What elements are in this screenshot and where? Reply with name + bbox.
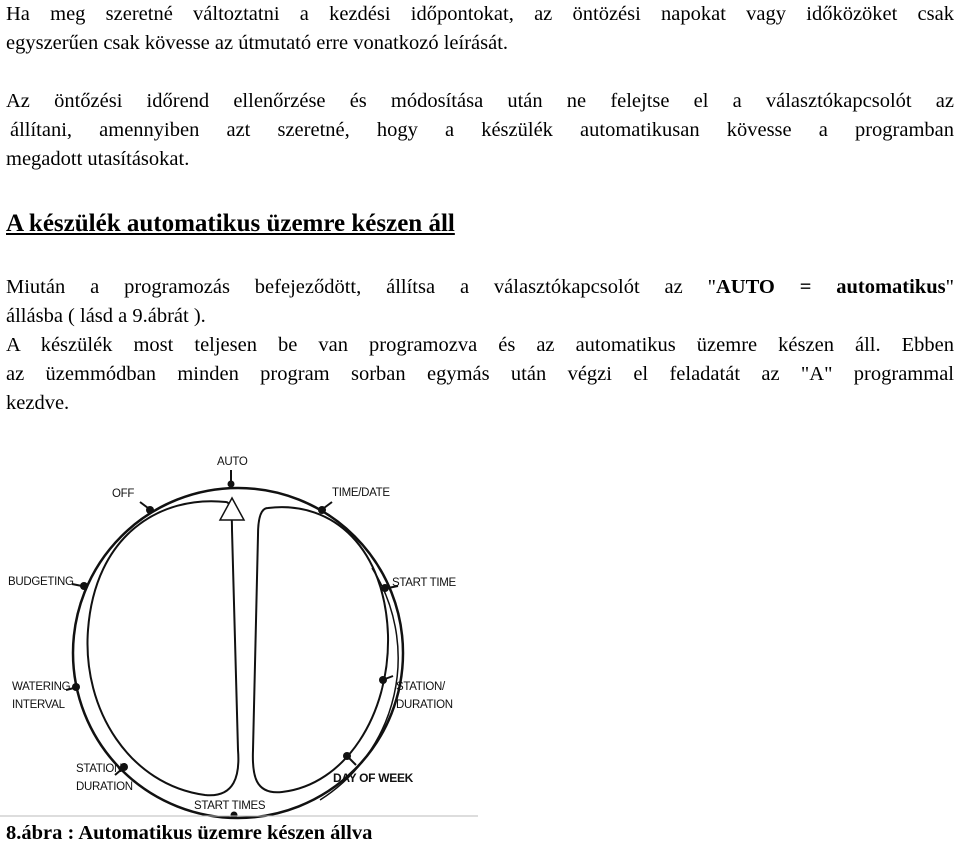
label-watering-interval-2: INTERVAL	[12, 699, 65, 711]
section-heading: A készülék automatikus üzemre készen áll	[6, 210, 455, 237]
body-line-3: A készülék most teljesen be van programozva és az automatikus üzemre készen áll. Ebben	[6, 334, 954, 356]
label-station-duration-left-1: STATION/	[76, 763, 125, 775]
label-start-time: START TIME	[392, 577, 456, 589]
body-line-1	[6, 273, 954, 302]
check-line-3: megadott utasításokat.	[6, 148, 190, 170]
intro-paragraph	[6, 0, 954, 58]
label-start-times: START TIMES	[194, 800, 266, 812]
tick-start-times	[231, 812, 238, 819]
intro-line-2: egyszerűen csak kövesse az útmutató erre vonatkozó leírását.	[6, 32, 509, 54]
body-line-1-close: "	[945, 276, 954, 298]
label-off: OFF	[112, 488, 135, 500]
tick-start-time	[381, 584, 389, 592]
body-line-2: állásba ( lásd a 9.ábrát ).	[6, 305, 206, 327]
body-line-4: az üzemmódban minden program sorban egymás után végzi el feladatát az "A" programmal	[6, 363, 954, 385]
check-line-1: Az öntőzési időrend ellenőrzése és módosítása után ne felejtse el a választókapcsolót az	[6, 90, 954, 112]
figure-caption: 8.ábra : Automatikus üzemre készen állva	[6, 822, 373, 844]
body-line-5: kezdve.	[6, 392, 70, 414]
label-auto: AUTO	[217, 456, 248, 468]
label-station-duration-left-2: DURATION	[76, 781, 133, 793]
check-paragraph	[6, 87, 954, 174]
label-budgeting: BUDGETING	[8, 576, 74, 588]
intro-line-1: Ha meg szeretné változtatni a kezdési időpontokat, az öntözési napokat vagy időközöket csak	[6, 3, 954, 25]
tick-watering-interval	[72, 683, 80, 691]
label-time-date: TIME/DATE	[332, 487, 390, 499]
body-line-1-text: Miután a programozás befejeződött, állítsa a választókapcsolót az "	[6, 276, 716, 298]
label-watering-interval-1: WATERING	[12, 681, 71, 693]
label-station-duration-right-1: STATION/	[396, 681, 445, 693]
selector-dial-figure	[0, 440, 480, 820]
label-day-of-week: DAY OF WEEK	[333, 771, 414, 785]
auto-emphasis: AUTO = automatikus	[715, 276, 946, 298]
dial-outer-arc	[320, 568, 398, 800]
body-paragraph	[6, 273, 954, 418]
check-line-2: állítani, amennyiben azt szeretné, hogy a készülék automatikusan kövesse a programban	[10, 119, 954, 141]
label-station-duration-right-2: DURATION	[396, 699, 453, 711]
tick-station-duration-right	[379, 676, 387, 684]
dial-left-lobe	[87, 501, 238, 795]
